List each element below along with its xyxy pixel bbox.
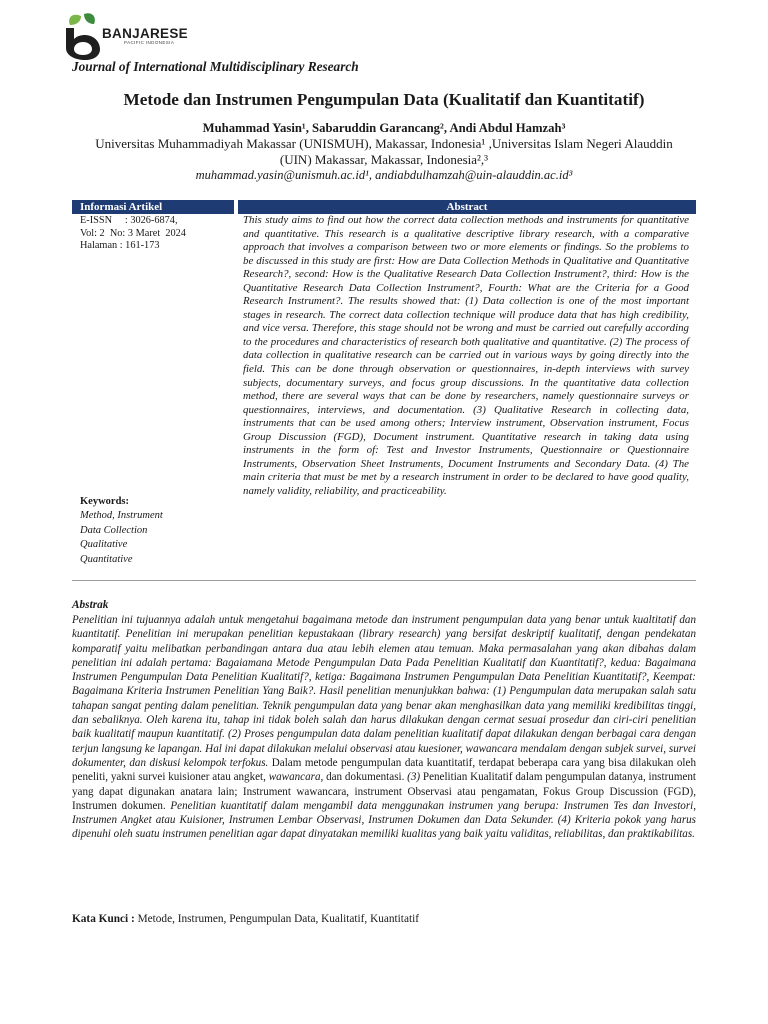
keyword-item: Data Collection	[80, 524, 148, 536]
abstrak-part: dan dokumentasi.	[323, 771, 408, 784]
abstract-english: This study aims to find out how the correct data collection methods and instruments for quantitative and quantitative. This research is a qualitative descriptive library research, with a comparative approach that involves a comparison between two or more elements or findings. So the problems to be discussed in this study are first: How are Data Collection Methods in Qualitative and Quantitative Research?, second: How is the Qualitative Research Data Collection Instrument?, third: How is the Quantitative Research Data Collection Instrument?, Fourth: What are the Criteria for a Good Research Instrument?. The results showed that: (1) Data collection is one of the most important stages in research. The correct data collection technique will produce data that has high credibility, and vice versa. Therefore, this stage should not be wrong and must be carried out carefully according to the procedures and characteristics of research both qualitative and quantitative. (2) The process of data collection in qualitative research can be carried out in various ways by going directly into the field. This can be done through observation or questionnaires, in-depth interviews with survey subjects, documentary surveys, and focus group discussions. In the quantitative data collection method, there are several ways that can be done by researchers, namely questionnaire surveys or questionnaires, interviews, and documentation. (3) Qualitative Research in collecting data, instruments that can be used among others; Interview instrument, Observation instrument, Focus Group Discussion (FGD), Document instrument. Quantitative research in taking data using instruments in the form of: Test and Investor Instruments, Questionnaire or Questionnaire Instruments, Observation Sheet Instruments, Document Instruments and Secondary Data. (4) The main criteria that must be met by a research instrument in order to be declared to have good quality, namely validity, reliability, and practiceability.	[243, 214, 689, 497]
abstrak-part: wawancara,	[268, 771, 324, 784]
kata-kunci-label: Kata Kunci :	[72, 913, 135, 925]
meta-volume: Vol: 2 No: 3 Maret 2024	[80, 227, 186, 239]
abstrak-heading: Abstrak	[72, 599, 109, 611]
authors: Muhammad Yasin¹, Sabaruddin Garancang², Andi Abdul Hamzah³	[202, 121, 566, 135]
logo-name: BANJARESE	[102, 26, 188, 41]
keyword-item: Method, Instrument	[80, 510, 163, 522]
table-bottom-rule	[72, 580, 696, 581]
abstrak-part: Dalam metode pengumpulan data kuantitatif, terdapat beberapa cara yang bisa dilakukan oleh peneliti, yakni survei kuisioner atau angket,	[72, 756, 696, 784]
keyword-item: Qualitative	[80, 539, 128, 551]
kata-kunci	[72, 913, 419, 925]
abstrak-part: Penelitian kuantitatif dalam mengambil data menggunakan instrumen yang berupa: Instrumen Tes dan Investori, Instrumen Angket atau Kuisioner, Instrumen Lembar Observasi, Instrumen Dokumen dan Data Sekunder. (4) Kriteria pokok yang harus dipenuhi oleh suatu instrumen penelitian agar dapat dinyatakan memiliki kualitas yang baik yaitu validitas, reliabilitas, dan praktikabilitas.	[72, 799, 697, 841]
keyword-item: Quantitative	[80, 553, 133, 565]
meta-issn: E-ISSN : 3026-6874,	[80, 215, 178, 226]
abstrak-body	[72, 613, 696, 842]
logo-leaf-green	[69, 15, 81, 25]
meta-pages: Halaman : 161-173	[80, 240, 160, 251]
logo-leaf-dark	[84, 13, 95, 24]
abstrak-part: Penelitian Kualitatif dalam pengumpulan datanya, instrument yang dapat digunakan anatara lain; Instrument wawancara, instrument Observasi atau pengamatan, Fokus Group Discussion (FGD), Instrumen dokumen.	[72, 771, 696, 812]
article-meta	[80, 215, 186, 253]
paper-title: Metode dan Instrumen Pengumpulan Data (Kualitatif dan Kuantitatif)	[123, 90, 645, 109]
journal-name: Journal of International Multidisciplinary Research	[72, 59, 359, 74]
affiliation: Universitas Muhammadiyah Makassar (UNISMUH), Makassar, Indonesia¹ ,Universitas Islam Negeri Alauddin (UIN) Makassar, Makassar, Indonesia²,³	[95, 136, 673, 167]
logo-b-mark	[66, 28, 100, 60]
keywords-label: Keywords:	[80, 496, 129, 507]
keywords-list	[80, 509, 163, 567]
kata-kunci-value: Metode, Instrumen, Pengumpulan Data, Kualitatif, Kuantitatif	[134, 913, 420, 925]
abstrak-part: (3)	[407, 771, 421, 784]
author-emails[interactable]: muhammad.yasin@unismuh.ac.id¹, andiabdulhamzah@uin-alauddin.ac.id³	[195, 168, 573, 182]
article-info-header: Informasi Artikel	[72, 200, 234, 214]
logo-subtitle: PACIFIC INDONESIA	[124, 40, 175, 45]
abstrak-part: Penelitian ini tujuannya adalah untuk mengetahui bagaimana metode dan instrument pengumpulan data yang benar untuk kualtitatif dan kuantitatif. Penelitian ini merupakan penelitian kepustakaan (library research) yang bersifat deskriptif kualitatif, dengan pendekatan komparatif yaitu melibatkan perbandingan antara dua atau lebih elemen atau temuan. Maka permasalahan yang akan dibahas dalam penelitian ini adalah pertama: Bagaiamana Metode Pengumpulan Data Pada Penelitian Kualitatif dan Kuantitatif?, kedua: Bagaimana Instrumen Pengumpulan Data Penelitian Kualitatif?, ketiga: Bagaimana Instrumen Pengumpulan Data Penelitian Kuantitatif?, Keempat: Bagaimana Kriteria Instrumen Penelitian Yang Baik?. Hasil penelitian menunjukkan bahwa: (1) Pengumpulan data merupakan salah satu tahapan sangat penting dalam penelitian. Teknik pengumpulan data yang benar akan menghasilkan data yang memiliki kredibilitas tinggi, dan sebaliknya. Oleh karena itu, tahap ini tidak boleh salah dan harus dilakukan dengan cermat sesuai prosedur dan ciri-ciri penelitian baik kualitatif maupun kuantitatif. (2) Proses pengumpulan data dalam penelitian kualitatif dapat dilakukan dengan berbagai cara dengan terjun langsung ke lapangan. Hal ini dapat dilakukan melalui observasi atau kuesioner, wawancara mendalam dengan subjek survei, survei dokumenter, dan diskusi kelompok terfokus.	[72, 614, 696, 769]
abstract-header: Abstract	[238, 200, 696, 214]
keywords-block	[80, 495, 163, 567]
